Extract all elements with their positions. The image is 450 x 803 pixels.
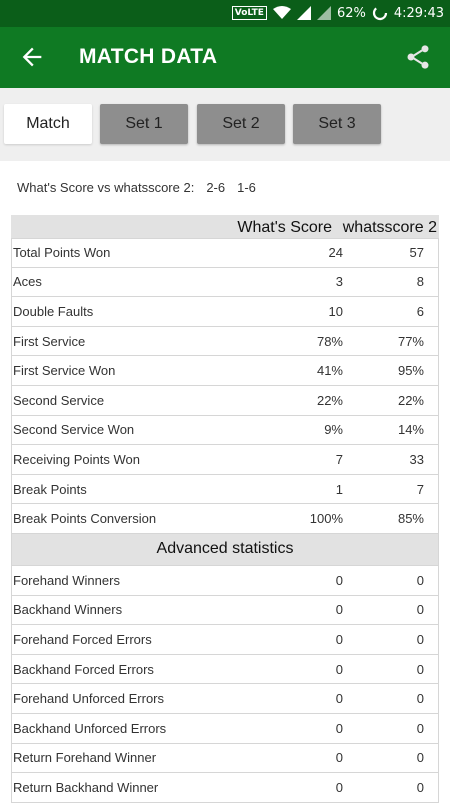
player-2-value: 77% — [397, 333, 424, 349]
set-1-score: 2-6 — [206, 180, 226, 195]
player-1-value: 0 — [335, 631, 343, 647]
stat-label: First Service — [13, 333, 86, 349]
player-2-value: 57 — [409, 245, 424, 261]
stat-label: Backhand Winners — [13, 602, 123, 618]
player-1-value: 24 — [328, 245, 343, 261]
stat-label: Second Service — [13, 392, 105, 408]
player-1-value: 10 — [328, 303, 343, 319]
player-2-value: 14% — [397, 422, 424, 438]
stats-table — [11, 215, 439, 803]
player-2-value: 0 — [416, 691, 424, 707]
player-2-value: 7 — [416, 481, 424, 497]
table-row — [11, 655, 439, 685]
table-row — [11, 268, 439, 298]
share-icon[interactable] — [404, 43, 432, 71]
tab-bar — [0, 88, 450, 161]
player-1-value: 7 — [335, 451, 343, 467]
page-title: MATCH DATA — [79, 45, 218, 68]
stat-label: Second Service Won — [13, 422, 135, 438]
player-1-value: 9% — [324, 422, 343, 438]
stat-label: Return Forehand Winner — [13, 750, 157, 766]
tab-match[interactable]: Match — [4, 104, 92, 144]
stat-label: Break Points — [13, 481, 87, 497]
advanced-stats — [11, 566, 439, 803]
stat-label: Backhand Forced Errors — [13, 661, 154, 677]
table-row — [11, 416, 439, 446]
stat-label: Forehand Winners — [13, 572, 120, 588]
basic-stats — [11, 238, 439, 534]
stat-label: Forehand Unforced Errors — [13, 691, 165, 707]
player-1-value: 78% — [316, 333, 343, 349]
player-2-value: 8 — [416, 274, 424, 290]
player-2-value: 0 — [416, 572, 424, 588]
signal-icon-2 — [317, 6, 331, 20]
player-1-value: 0 — [335, 572, 343, 588]
tab-set-3[interactable]: Set 3 — [293, 104, 381, 144]
table-row — [11, 356, 439, 386]
arrow-back-icon[interactable] — [18, 43, 46, 71]
table-header — [11, 215, 439, 238]
player-2-value: 0 — [416, 661, 424, 677]
tab-set-2[interactable]: Set 2 — [197, 104, 285, 144]
stat-label: Break Points Conversion — [13, 511, 157, 527]
player-2-value: 33 — [409, 451, 424, 467]
player-2-value: 0 — [416, 720, 424, 736]
player-1-value: 1 — [335, 481, 343, 497]
player-2-value: 0 — [416, 750, 424, 766]
player-1-value: 0 — [335, 602, 343, 618]
table-row — [11, 475, 439, 505]
tab-set-1[interactable]: Set 1 — [100, 104, 188, 144]
player-1-value: 3 — [335, 274, 343, 290]
table-row — [11, 504, 439, 534]
volte-badge: VoLTE — [232, 6, 267, 20]
stat-label: Return Backhand Winner — [13, 779, 159, 795]
player-2-value: 0 — [416, 779, 424, 795]
stat-label: Receiving Points Won — [13, 451, 140, 467]
battery-ring-icon — [372, 5, 388, 21]
signal-icon — [297, 6, 311, 20]
table-row — [11, 596, 439, 626]
player-2-value: 85% — [397, 511, 424, 527]
score-summary — [17, 180, 268, 195]
player-2-value: 95% — [397, 363, 424, 379]
set-2-score: 1-6 — [237, 180, 256, 195]
player-1-value: 41% — [316, 363, 343, 379]
player-1-value: 0 — [335, 750, 343, 766]
table-row — [11, 714, 439, 744]
table-row — [11, 684, 439, 714]
clock: 4:29:43 — [393, 5, 444, 21]
player-1-value: 0 — [335, 661, 343, 677]
player-2-header: whatsscore 2 — [342, 219, 437, 236]
header-spacer — [11, 215, 233, 238]
table-row — [11, 238, 439, 268]
player-2-value: 0 — [416, 631, 424, 647]
stat-label: First Service Won — [13, 363, 116, 379]
stat-label: Aces — [13, 274, 42, 290]
stat-label: Backhand Unforced Errors — [13, 720, 167, 736]
stat-label: Forehand Forced Errors — [13, 631, 152, 647]
status-icons — [232, 5, 444, 21]
status-bar — [0, 0, 450, 27]
player-1-value: 100% — [309, 511, 343, 527]
player-1-value: 0 — [335, 691, 343, 707]
player-1-value: 22% — [316, 392, 343, 408]
player-1-header: What's Score — [237, 219, 332, 236]
table-row — [11, 625, 439, 655]
table-row — [11, 744, 439, 774]
table-row — [11, 327, 439, 357]
player-1-value: 0 — [335, 720, 343, 736]
stat-label: Total Points Won — [13, 245, 111, 261]
player-2-value: 0 — [416, 602, 424, 618]
table-row — [11, 773, 439, 803]
stat-label: Double Faults — [13, 303, 94, 319]
table-row — [11, 297, 439, 327]
advanced-stats-header: Advanced statistics — [11, 534, 439, 566]
players-label: What's Score vs whatsscore 2: — [17, 180, 195, 195]
player-2-value: 6 — [416, 303, 424, 319]
wifi-icon — [273, 6, 291, 20]
table-row — [11, 386, 439, 416]
player-2-value: 22% — [397, 392, 424, 408]
table-row — [11, 445, 439, 475]
battery-percent: 62% — [336, 5, 366, 21]
app-bar — [0, 27, 450, 88]
table-row — [11, 566, 439, 596]
player-1-value: 0 — [335, 779, 343, 795]
